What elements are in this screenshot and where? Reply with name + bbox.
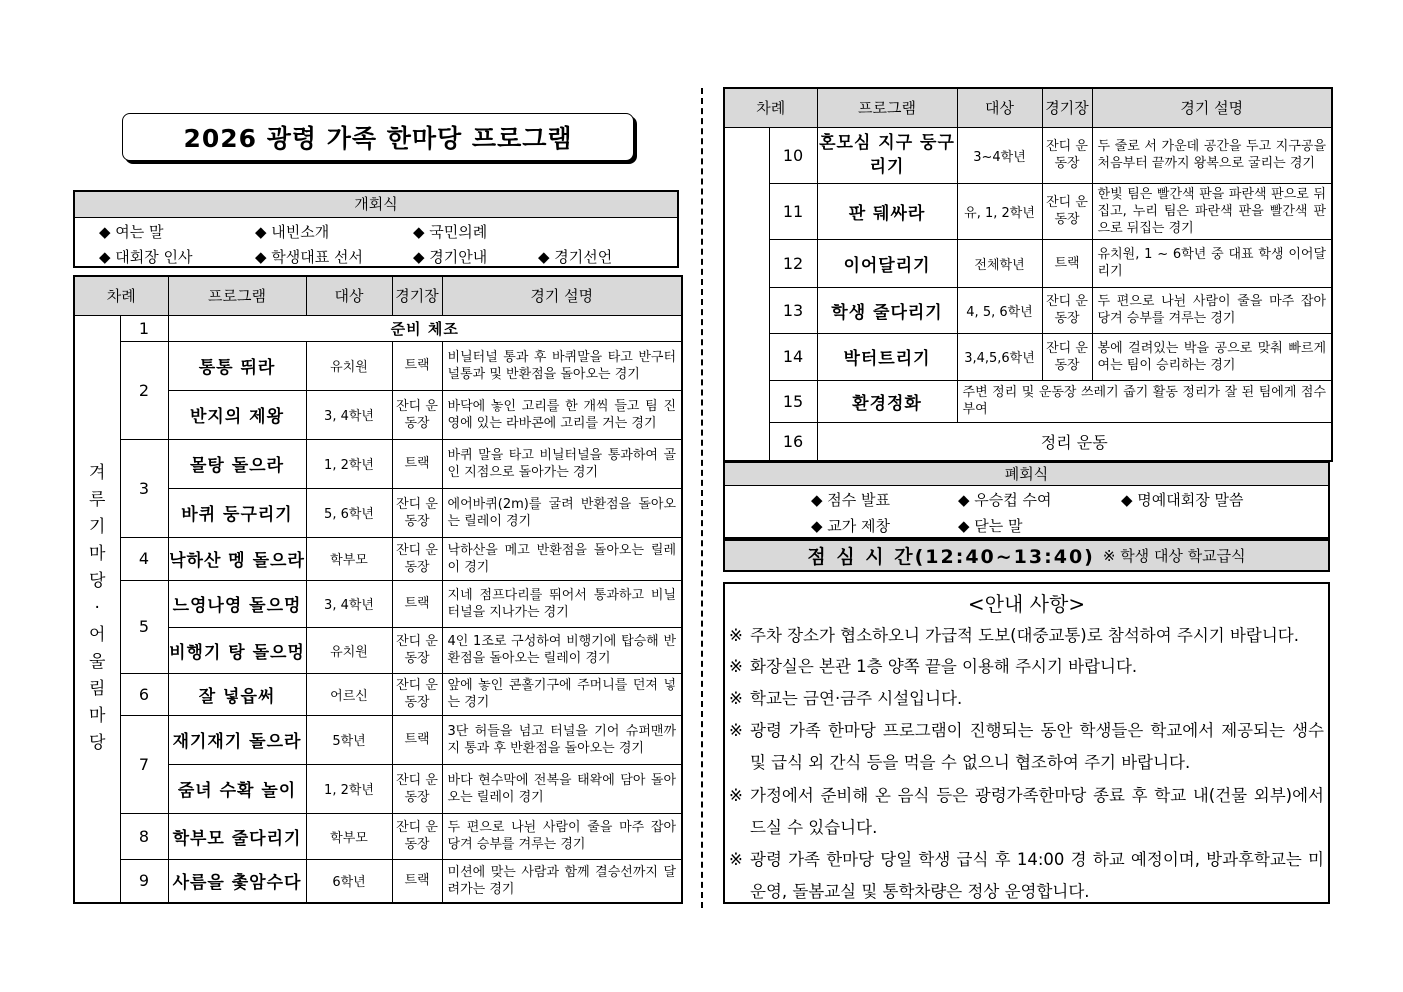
description-cell: 두 편으로 나뉜 사람이 줄을 마주 잡아 당겨 승부를 겨루는 경기	[442, 813, 682, 859]
program-name: 정리 운동	[817, 422, 1332, 461]
venue-cell: 잔디 운동장	[392, 813, 442, 859]
description-cell: 에어바퀴(2m)를 굴려 반환점을 돌아오는 릴레이 경기	[442, 488, 682, 537]
opening-item: ◆ 경기안내	[413, 248, 488, 266]
row-number: 10	[769, 127, 817, 183]
program-name: 몰탕 돌으라	[168, 439, 306, 488]
closing-item: ◆ 닫는 말	[958, 517, 1023, 535]
description-cell: 앞에 놓인 콘홀기구에 주머니를 던져 넣는 경기	[442, 673, 682, 715]
target-cell: 어르신	[306, 673, 392, 715]
notice-item: ※ 주차 장소가 협소하오니 가급적 도보(대중교통)로 참석하여 주시기 바랍니다.	[729, 626, 1299, 645]
description-cell: 미션에 맞는 사람과 함께 결승선까지 달려가는 경기	[442, 859, 682, 903]
description-cell: 비닐터널 통과 후 바퀴말을 타고 반구터널통과 및 반환점을 돌아오는 경기	[442, 341, 682, 390]
opening-row-2	[75, 243, 677, 268]
target-cell: 6학년	[306, 859, 392, 903]
closing-item: ◆ 명예대회장 말씀	[1121, 491, 1244, 509]
target-cell: 5, 6학년	[306, 488, 392, 537]
section-continuation-cell	[724, 127, 769, 461]
opening-row-1	[75, 218, 677, 243]
venue-cell: 잔디 운동장	[392, 390, 442, 439]
opening-item: ◆ 학생대표 선서	[255, 248, 364, 266]
opening-item: ◆ 내빈소개	[255, 223, 330, 241]
target-cell: 4, 5, 6학년	[957, 287, 1042, 333]
description-cell: 지네 점프다리를 뛰어서 통과하고 비닐터널을 지나가는 경기	[442, 580, 682, 627]
opening-header: 개회식	[75, 192, 677, 218]
target-cell: 5학년	[306, 715, 392, 764]
description-cell: 바퀴 말을 타고 비닐터널을 통과하여 골인 지점으로 돌아가는 경기	[442, 439, 682, 488]
opening-item: ◆ 경기선언	[538, 248, 613, 266]
closing-ceremony-box	[723, 461, 1330, 539]
closing-item: ◆ 점수 발표	[811, 491, 891, 509]
row-number: 4	[120, 537, 168, 580]
notice-item: ※ 화장실은 본관 1층 양쪽 끝을 이용해 주시기 바랍니다.	[729, 657, 1138, 676]
venue-cell: 잔디 운동장	[1042, 127, 1092, 183]
row-number: 2	[120, 341, 168, 439]
opening-item: ◆ 여는 말	[99, 223, 164, 241]
row-number: 13	[769, 287, 817, 333]
description-cell: 바닥에 놓인 고리를 한 개씩 들고 팀 진영에 있는 라바콘에 고리를 거는 경기	[442, 390, 682, 439]
program-name: 환경정화	[817, 380, 957, 422]
header-venue: 경기장	[392, 276, 442, 315]
row-number: 1	[120, 315, 168, 341]
row-number: 6	[120, 673, 168, 715]
description-cell: 4인 1조로 구성하여 비행기에 탑승해 반환점을 돌아오는 릴레이 경기	[442, 627, 682, 673]
notice-item: ※ 가정에서 준비해 온 음식 등은 광령가족한마당 종료 후 학교 내(건물 외부)에서 드실 수 있습니다.	[729, 786, 1324, 837]
venue-cell: 잔디 운동장	[1042, 333, 1092, 380]
description-cell: 두 편으로 나뉜 사람이 줄을 마주 잡아 당겨 승부를 겨루는 경기	[1092, 287, 1332, 333]
program-name: 줌녀 수확 놀이	[168, 764, 306, 813]
notice-item: ※ 학교는 금연·금주 시설입니다.	[729, 689, 963, 708]
description-cell: 3단 허들을 넘고 터널을 기어 슈퍼맨까지 통과 후 반환점을 돌아오는 경기	[442, 715, 682, 764]
description-cell: 봉에 걸려있는 박을 공으로 맞춰 빠르게 여는 팀이 승리하는 경기	[1092, 333, 1332, 380]
venue-cell: 잔디 운동장	[392, 488, 442, 537]
section-label: 겨 루 기 마 당 · 어 울 림 마 당	[74, 315, 120, 903]
row-number: 15	[769, 380, 817, 422]
description-cell: 낙하산을 메고 반환점을 돌아오는 릴레이 경기	[442, 537, 682, 580]
program-name: 판 뒈싸라	[817, 183, 957, 239]
venue-cell: 트랙	[392, 580, 442, 627]
target-cell: 3,4,5,6학년	[957, 333, 1042, 380]
header-venue: 경기장	[1042, 88, 1092, 127]
row-number: 16	[769, 422, 817, 461]
venue-cell: 잔디 운동장	[1042, 183, 1092, 239]
venue-cell: 잔디 운동장	[392, 537, 442, 580]
target-cell: 유치원	[306, 341, 392, 390]
venue-cell: 트랙	[392, 341, 442, 390]
header-program: 프로그램	[168, 276, 306, 315]
description-cell: 주변 정리 및 운동장 쓰레기 줍기 활동 정리가 잘 된 팀에게 점수 부여	[957, 380, 1332, 422]
header-target: 대상	[306, 276, 392, 315]
venue-cell: 잔디 운동장	[392, 673, 442, 715]
target-cell: 유, 1, 2학년	[957, 183, 1042, 239]
target-cell: 3~4학년	[957, 127, 1042, 183]
closing-item: ◆ 우승컵 수여	[958, 491, 1052, 509]
closing-row-1	[725, 486, 1328, 512]
venue-cell: 트랙	[392, 859, 442, 903]
row-number: 11	[769, 183, 817, 239]
notice-item: ※ 광령 가족 한마당 프로그램이 진행되는 동안 학생들은 학교에서 제공되는 생수 및 급식 외 간식 등을 먹을 수 없으니 협조하여 주기 바랍니다.	[729, 721, 1324, 772]
description-cell: 유치원, 1 ~ 6학년 중 대표 학생 이어달리기	[1092, 239, 1332, 287]
target-cell: 1, 2학년	[306, 764, 392, 813]
row-number: 12	[769, 239, 817, 287]
opening-item: ◆ 대회장 인사	[99, 248, 193, 266]
venue-cell: 잔디 운동장	[392, 627, 442, 673]
header-target: 대상	[957, 88, 1042, 127]
target-cell: 유치원	[306, 627, 392, 673]
program-name: 비행기 탕 돌으멍	[168, 627, 306, 673]
program-name: 박터트리기	[817, 333, 957, 380]
row-number: 8	[120, 813, 168, 859]
program-name: 학생 줄다리기	[817, 287, 957, 333]
venue-cell: 트랙	[392, 715, 442, 764]
program-name: 재기재기 돌으라	[168, 715, 306, 764]
program-name: 사름을 촟암수다	[168, 859, 306, 903]
opening-ceremony-box	[73, 190, 679, 268]
closing-item: ◆ 교가 제창	[811, 517, 891, 535]
header-program: 프로그램	[817, 88, 957, 127]
notice-item: ※ 광령 가족 한마당 당일 학생 급식 후 14:00 경 하교 예정이며, 방과후학교는 미운영, 돌봄교실 및 통학차량은 정상 운영합니다.	[729, 850, 1324, 901]
column-divider	[701, 88, 703, 908]
header-desc: 경기 설명	[1092, 88, 1332, 127]
target-cell: 전체학년	[957, 239, 1042, 287]
program-name: 혼모심 지구 둥구리기	[817, 127, 957, 183]
page-title: 2026 광령 가족 한마당 프로그램	[122, 113, 634, 161]
header-order: 차례	[74, 276, 168, 315]
notice-title: <안내 사항>	[967, 592, 1086, 616]
program-name: 반지의 제왕	[168, 390, 306, 439]
program-name: 준비 체조	[168, 315, 682, 341]
closing-row-2	[725, 512, 1328, 538]
row-number: 5	[120, 580, 168, 673]
venue-cell: 잔디 운동장	[392, 764, 442, 813]
venue-cell: 잔디 운동장	[1042, 287, 1092, 333]
program-name: 낙하산 멩 돌으라	[168, 537, 306, 580]
lunch-time: 점 심 시 간(12:40~13:40)	[807, 546, 1095, 568]
target-cell: 1, 2학년	[306, 439, 392, 488]
description-cell: 한빛 팀은 빨간색 판을 파란색 판으로 뒤집고, 누리 팀은 파란색 판을 빨간색 판으로 뒤집는 경기	[1092, 183, 1332, 239]
header-order: 차례	[724, 88, 817, 127]
notice-box	[723, 582, 1330, 904]
program-name: 바퀴 둥구리기	[168, 488, 306, 537]
lunch-bar	[723, 539, 1330, 572]
program-name: 느영나영 돌으멍	[168, 580, 306, 627]
closing-header: 폐회식	[725, 463, 1328, 486]
row-number: 7	[120, 715, 168, 813]
venue-cell: 트랙	[392, 439, 442, 488]
program-name: 잘 넣읍써	[168, 673, 306, 715]
row-number: 3	[120, 439, 168, 537]
program-name: 학부모 줄다리기	[168, 813, 306, 859]
opening-item: ◆ 국민의례	[413, 223, 488, 241]
lunch-note: ※ 학생 대상 학교급식	[1102, 547, 1246, 565]
row-number: 14	[769, 333, 817, 380]
target-cell: 학부모	[306, 813, 392, 859]
description-cell: 바다 현수막에 전복을 태왁에 담아 돌아오는 릴레이 경기	[442, 764, 682, 813]
program-table-right	[723, 87, 1333, 462]
description-cell: 두 줄로 서 가운데 공간을 두고 지구공을 처음부터 끝까지 왕복으로 굴리는 경기	[1092, 127, 1332, 183]
target-cell: 3, 4학년	[306, 580, 392, 627]
header-desc: 경기 설명	[442, 276, 682, 315]
row-number: 9	[120, 859, 168, 903]
program-name: 이어달리기	[817, 239, 957, 287]
target-cell: 학부모	[306, 537, 392, 580]
program-table-left	[73, 275, 683, 904]
program-name: 통통 뛰라	[168, 341, 306, 390]
venue-cell: 트랙	[1042, 239, 1092, 287]
target-cell: 3, 4학년	[306, 390, 392, 439]
